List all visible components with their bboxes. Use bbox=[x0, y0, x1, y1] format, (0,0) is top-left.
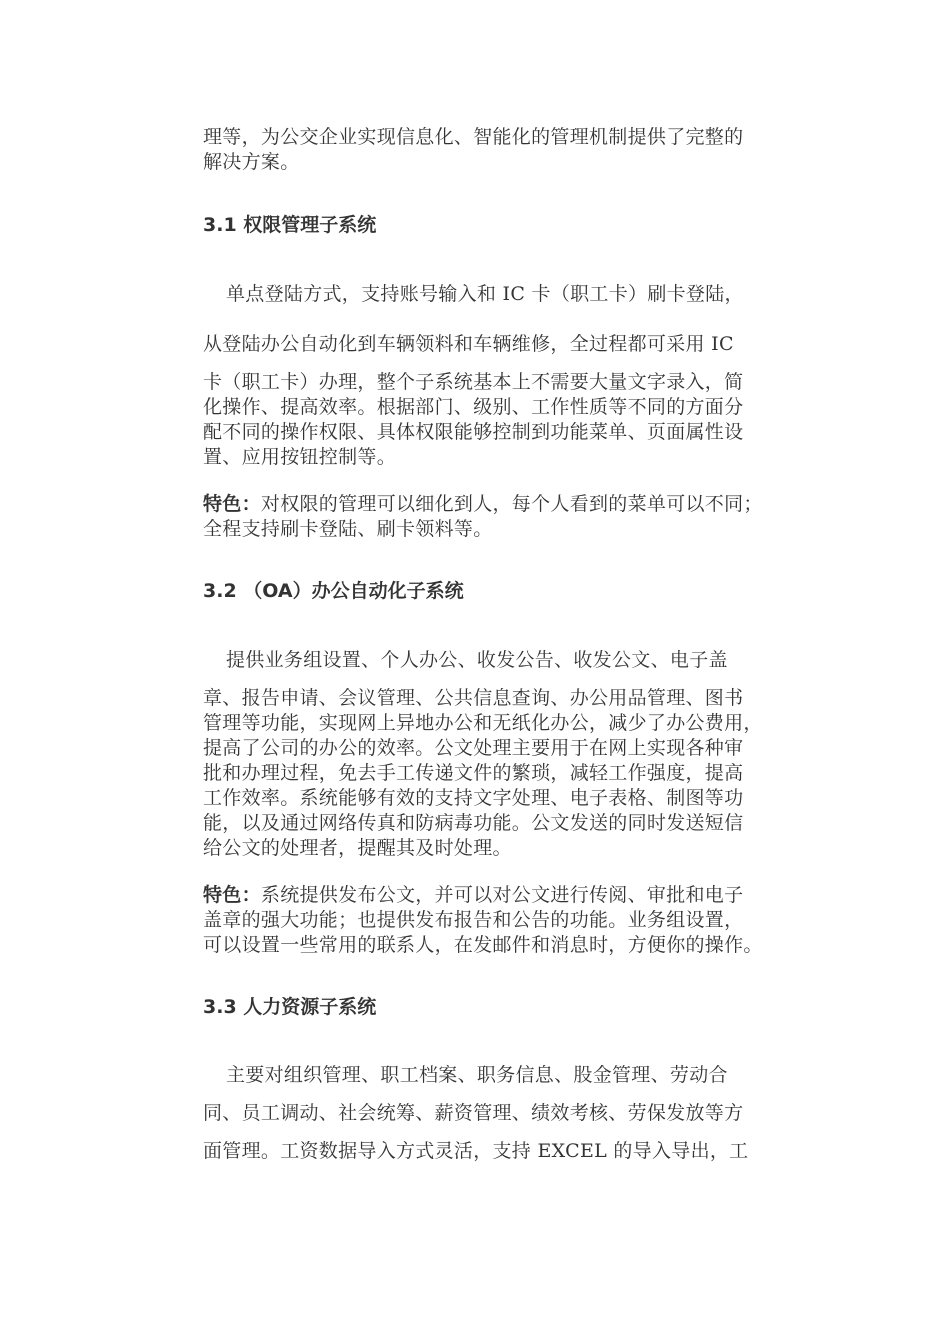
paragraph-line: 同、员工调动、社会统筹、薪资管理、绩效考核、劳保发放等方 bbox=[203, 1102, 744, 1124]
intro-line: 解决方案。 bbox=[203, 151, 300, 173]
paragraph-line: 主要对组织管理、职工档案、职务信息、股金管理、劳动合 bbox=[226, 1064, 728, 1086]
paragraph-line: 单点登陆方式，支持账号输入和 IC 卡（职工卡）刷卡登陆， bbox=[226, 283, 744, 305]
paragraph-line: 卡（职工卡）办理，整个子系统基本上不需要大量文字录入，简 bbox=[203, 371, 744, 393]
feature-line: 盖章的强大功能；也提供发布报告和公告的功能。业务组设置， bbox=[203, 909, 744, 931]
paragraph-line: 置、应用按钮控制等。 bbox=[203, 446, 397, 468]
feature-label: 特色： bbox=[203, 493, 261, 515]
paragraph-line: 提高了公司的办公的效率。公文处理主要用于在网上实现各种审 bbox=[203, 737, 744, 759]
paragraph-line: 面管理。工资数据导入方式灵活，支持 EXCEL 的导入导出，工 bbox=[203, 1140, 749, 1162]
feature-line: 全程支持刷卡登陆、刷卡领料等。 bbox=[203, 518, 493, 540]
paragraph-line: 给公文的处理者，提醒其及时处理。 bbox=[203, 837, 512, 859]
paragraph-line: 管理等功能，实现网上异地办公和无纸化办公，减少了办公费用， bbox=[203, 712, 763, 734]
paragraph-line: 工作效率。系统能够有效的支持文字处理、电子表格、制图等功 bbox=[203, 787, 744, 809]
section-heading-3-2: 3.2 （OA）办公自动化子系统 bbox=[203, 580, 464, 602]
feature-text: 对权限的管理可以细化到人，每个人看到的菜单可以不同； bbox=[260, 493, 763, 515]
paragraph-line: 能，以及通过网络传真和防病毒功能。公文发送的同时发送短信 bbox=[203, 812, 744, 834]
feature-text: 系统提供发布公文，并可以对公文进行传阅、审批和电子 bbox=[260, 884, 744, 906]
paragraph-line: 提供业务组设置、个人办公、收发公告、收发公文、电子盖 bbox=[226, 649, 728, 671]
paragraph-line: 从登陆办公自动化到车辆领料和车辆维修，全过程都可采用 IC bbox=[203, 333, 734, 355]
section-heading-3-3: 3.3 人力资源子系统 bbox=[203, 996, 377, 1018]
feature-line bbox=[203, 883, 743, 908]
paragraph-line: 化操作、提高效率。根据部门、级别、工作性质等不同的方面分 bbox=[203, 396, 744, 418]
section-heading-3-1: 3.1 权限管理子系统 bbox=[203, 214, 377, 236]
intro-line: 理等，为公交企业实现信息化、智能化的管理机制提供了完整的 bbox=[203, 126, 744, 148]
paragraph-line: 章、报告申请、会议管理、公共信息查询、办公用品管理、图书 bbox=[203, 687, 744, 709]
feature-line bbox=[203, 492, 763, 517]
paragraph-line: 批和办理过程，免去手工传递文件的繁琐，减轻工作强度，提高 bbox=[203, 762, 744, 784]
feature-label: 特色： bbox=[203, 884, 261, 906]
feature-line: 可以设置一些常用的联系人，在发邮件和消息时，方便你的操作。 bbox=[203, 934, 763, 956]
paragraph-line: 配不同的操作权限、具体权限能够控制到功能菜单、页面属性设 bbox=[203, 421, 744, 443]
